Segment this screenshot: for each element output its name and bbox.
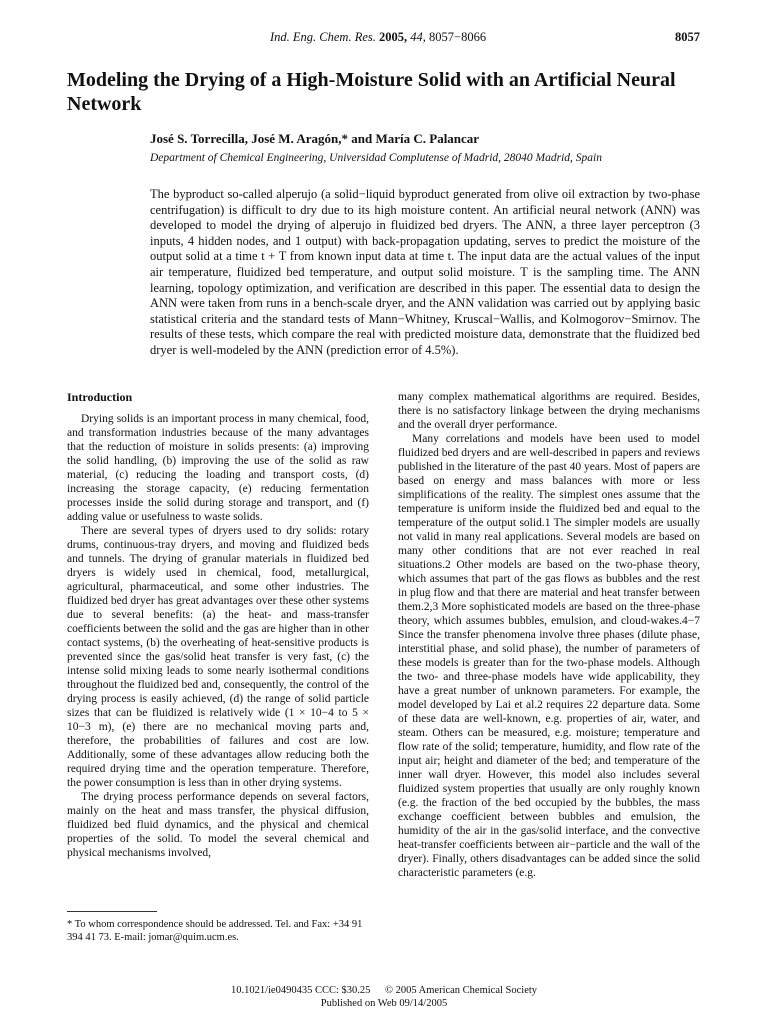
running-header [0,30,768,48]
journal-pages: 8057−8066 [429,30,487,44]
author-list: José S. Torrecilla, José M. Aragón,* and María C. Palancar [150,131,480,146]
copyright-line: © 2005 American Chemical Society [385,985,538,996]
right-column [398,390,700,880]
journal-citation [270,30,486,45]
page-footer [0,985,768,1010]
paragraph: many complex mathematical algorithms are required. Besides, there is no satisfactory linkage between the drying mechanisms and the overall dryer performance. [398,391,700,431]
journal-abbrev: Ind. Eng. Chem. Res. [270,30,376,44]
affiliation: Department of Chemical Engineering, Universidad Complutense of Madrid, 28040 Madrid, Spain [150,152,602,164]
paragraph: There are several types of dryers used to dry solids: rotary drums, continuous-tray dryers, and moving and fluidized beds and tunnels. The drying of granular materials in fluidized bed dryers is widely used in chemical, food, metallurgical, agricultural, pharmaceutical, and some other industries. The fluidized bed dryer has great advantages over these other systems due to several benefits: (a) the heat- and mass-transfer coefficients between the solid and the gas are higher than in other contact systems, (b) the overheating of heat-sensitive products is prevented since the gas/solid heat transfer is very fast, (c) the intense solid mixing leads to some nearly isothermal conditions throughout the fluidized bed and, consequently, the control of the drying process is easily achieved, (d) the range of solid particle sizes that can be fluidized is relatively wide (1 × 10−4 to 5 × 10−3 m), (e) there are no mechanical moving parts and, therefore, the probabilities of failures and cost are low. Additionally, some of these advantages allow reducing both the required drying time and the operation temperature. Therefore, the power consumption is less than in other drying systems. [67,525,369,789]
doi-line: 10.1021/ie0490435 CCC: $30.25 [230,985,371,996]
paragraph: Drying solids is an important process in many chemical, food, and transformation industries because of the many advantages that the reduction of moisture in solids presents: (a) improving the solid handling, (b) improving the use of the solid as raw material, (c) reducing the loading and transport costs, (d) increasing the storage capacity, (e) reducing fermentation processes inside the solid during storage and transport, and (f) adding value or usefulness to waste solids. [67,413,369,523]
article-title: Modeling the Drying of a High-Moisture Solid with an Artificial Neural Network [67,69,676,115]
footnote-divider [67,911,157,912]
left-column [67,390,369,860]
section-heading: Introduction [67,390,133,404]
correspondence-footnote: * To whom correspondence should be addressed. Tel. and Fax: +34 91 394 41 73. E-mail: jomar@quim.ucm.es. [67,919,363,943]
abstract: The byproduct so-called alperujo (a solid−liquid byproduct generated from olive oil extraction by two-phase centrifugation) is difficult to dry due to its high moisture content. An artificial neural network (ANN) was developed to model the drying of alperujo in fluidized bed dryers. The ANN, a three layer perceptron (3 inputs, 4 hidden nodes, and 1 output) with back-propagation updating, serves to predict the moisture of the output solid at a time t + T from known input data at time t. The input data are the actual values of the input air temperature, fluidized bed temperature, and output solid moisture. T is the sampling time. The ANN learning, topology optimization, and verification are described in this paper. The essential data to design the ANN were taken from runs in a bench-scale dryer, and the ANN validation was carried out by applying basic statistical criteria and the standard tests of Mann−Whitney, Kruscal−Wallis, and Kolmogorov−Smirnov. The results of these tests, which compare the real with predicted moisture data, demonstrate that the fluidized bed dryer is well-modeled by the ANN (prediction error of 4.5%). [150,187,700,357]
page-number: 8057 [675,30,700,44]
published-line: Published on Web 09/14/2005 [320,997,448,1009]
paragraph: The drying process performance depends on several factors, mainly on the heat and mass transfer, the physical diffusion, fluidized bed fluid dynamics, and the physical and chemical properties of the solid. To model the several chemical and physical mechanisms involved, [67,791,369,859]
journal-year: 2005, [379,30,408,44]
journal-volume: 44, [410,30,426,44]
paragraph: Many correlations and models have been used to model fluidized bed dryers and are well-described in papers and reviews published in the literature of the past 40 years. Most of papers are based on energy and mass balances with more or less simplifications of the reality. The simplest ones assume that the temperature is uniform inside the fluidized bed and equal to the temperature of the output solid.1 The simpler models are usually not valid in many real applications. Several models are based on many other conditions that are not ever reached in real situations.2 Other models are based on the two-phase theory, which assumes that part of the gas flows as bubbles and the rest in plug flow and that there are material and heat transfer between them.2,3 More sophisticated models are based on the three-phase theory, which assumes bubbles, emulsion, and cloud-wakes.4−7 Since the transfer phenomena involve three phases (dilute phase, interstitial phase, and solid phase), the number of parameters of these models is greater than for the two-phase models. Although the two- and three-phase models have wide applicability, they have a great number of unknown parameters. For example, the model developed by Lai et al.2 requires 22 departure data. Some of these data are well-known, e.g. properties of air, water, and steam. Others can be measured, e.g. moisture; temperature and flow rate of the solid; temperature, humidity, and flow rate of the input air; height and diameter of the bed; and temperature of the inner wall dryer. However, this model also includes several fluidized system properties that usually are only roughly known (e.g. the fraction of the bed occupied by the bubbles, the mass exchange coefficient between bubbles and emulsion, the humidity of the air in the gas/solid interface, and the convective heat-transfer coefficients between air−particle and the wall of the dryer). Finally, others disadvantages can be added since the solid characteristic parameters (e.g. [398,433,700,879]
